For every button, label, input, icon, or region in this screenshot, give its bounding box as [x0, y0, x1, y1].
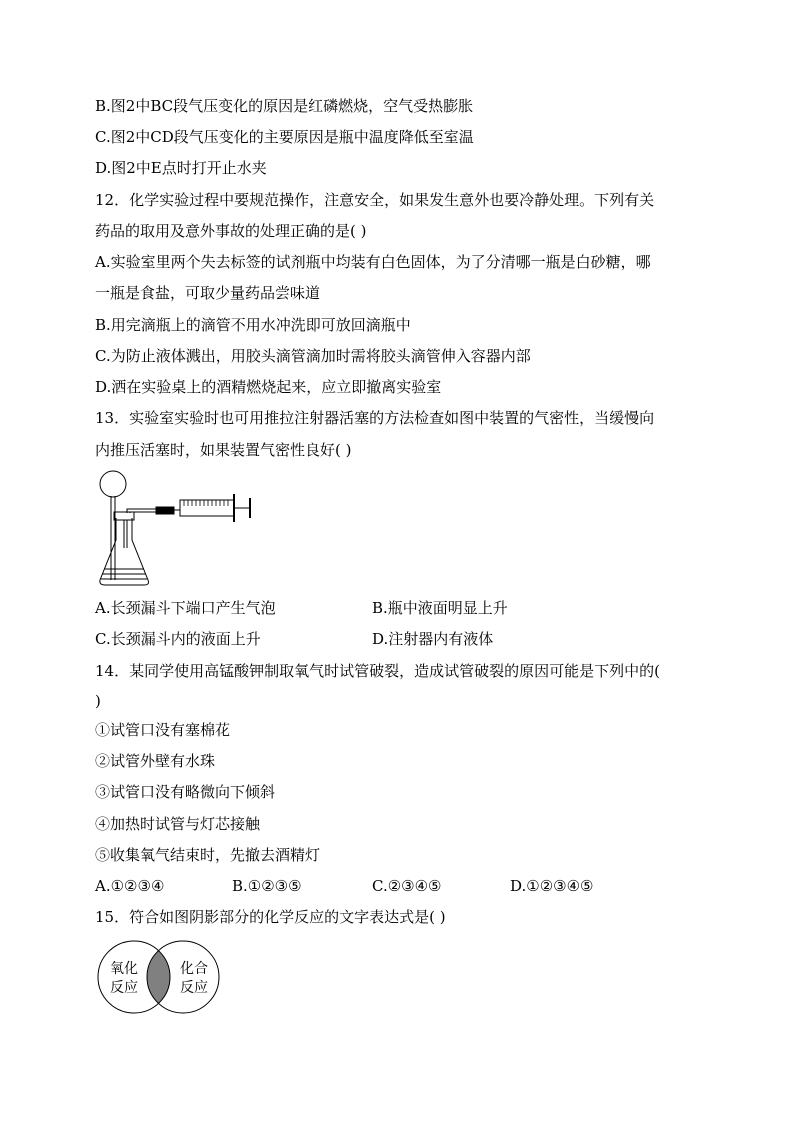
venn-left-label-2: 反应	[110, 980, 138, 996]
q11-option-d: D.图2中E点时打开止水夹	[95, 159, 267, 177]
q14-option-d: D.①②③④⑤	[510, 877, 594, 895]
q12-option-b: B.用完滴瓶上的滴管不用水冲洗即可放回滴瓶中	[95, 316, 411, 334]
venn-diagram-figure	[96, 940, 222, 1016]
airtightness-apparatus-figure	[92, 468, 267, 590]
venn-right-label-1: 化合	[180, 961, 208, 977]
q12-stem-line2: 药品的取用及意外事故的处理正确的是( )	[95, 222, 367, 240]
q13-option-c: C.长颈漏斗内的液面上升	[95, 630, 261, 648]
venn-left-label-1: 氧化	[110, 961, 138, 977]
venn-right-label-2: 反应	[180, 980, 208, 996]
q14-item-5: ⑤收集氧气结束时，先撤去酒精灯	[95, 846, 321, 864]
q12-stem-line1: 12．化学实验过程中要规范操作，注意安全，如果发生意外也要冷静处理。下列有关	[95, 191, 655, 209]
q14-item-2: ②试管外壁有水珠	[95, 752, 216, 770]
q12-option-a-line2: 一瓶是食盐，可取少量药品尝味道	[95, 284, 321, 302]
q14-option-c: C.②③④⑤	[372, 877, 442, 895]
q13-option-b: B.瓶中液面明显上升	[372, 599, 508, 617]
q12-option-a-line1: A.实验室里两个失去标签的试剂瓶中均装有白色固体，为了分清哪一瓶是白砂糖，哪	[95, 253, 651, 271]
q11-option-c: C.图2中CD段气压变化的主要原因是瓶中温度降低至室温	[95, 128, 474, 146]
q14-option-a: A.①②③④	[95, 877, 165, 895]
q12-option-d: D.洒在实验桌上的酒精燃烧起来，应立即撤离实验室	[95, 378, 442, 396]
q11-option-b: B.图2中BC段气压变化的原因是红磷燃烧，空气受热膨胀	[95, 97, 474, 115]
q13-option-a: A.长颈漏斗下端口产生气泡	[95, 599, 276, 617]
q15-stem: 15．符合如图阴影部分的化学反应的文字表达式是( )	[95, 908, 446, 926]
q13-stem-line1: 13．实验室实验时也可用推拉注射器活塞的方法检查如图中装置的气密性，当缓慢向	[95, 409, 655, 427]
q14-item-3: ③试管口没有略微向下倾斜	[95, 783, 276, 801]
q14-stem-line1: 14．某同学使用高锰酸钾制取氧气时试管破裂，造成试管破裂的原因可能是下列中的(	[95, 662, 660, 680]
q14-stem-line2: )	[95, 692, 101, 710]
q13-stem-line2: 内推压活塞时，如果装置气密性良好( )	[95, 441, 352, 459]
q12-option-c: C.为防止液体溅出，用胶头滴管滴加时需将胶头滴管伸入容器内部	[95, 347, 531, 365]
q14-item-4: ④加热时试管与灯芯接触	[95, 815, 261, 833]
q13-option-d: D.注射器内有液体	[372, 630, 494, 648]
q14-item-1: ①试管口没有塞棉花	[95, 721, 231, 739]
q14-option-b: B.①②③⑤	[232, 877, 302, 895]
